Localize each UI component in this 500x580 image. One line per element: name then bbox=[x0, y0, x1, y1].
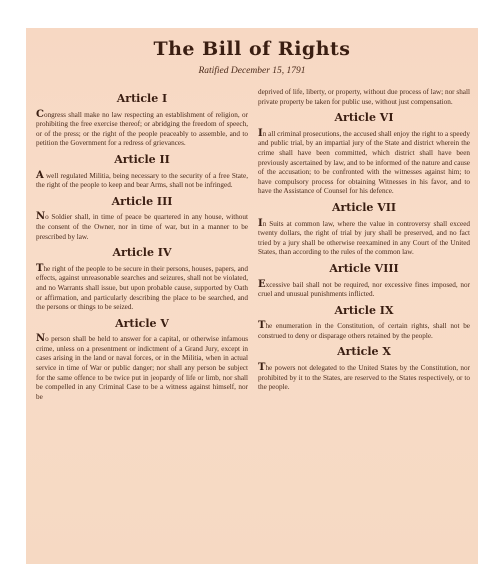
right-column bbox=[258, 88, 470, 399]
article-heading: Article I bbox=[116, 92, 168, 105]
article-heading: Article V bbox=[115, 316, 169, 330]
article-10 bbox=[258, 347, 470, 392]
article-text: A well regulated Militia, being necessary to the security of a free State, the right of the people to keep and bear Arms, shall not be infringed. bbox=[36, 169, 248, 190]
article-8 bbox=[258, 261, 470, 300]
article-1 bbox=[36, 94, 248, 149]
article-text: In all criminal prosecutions, the accused shall enjoy the right to a speedy and public trial, by an impartial jury of the State and district wherein the crime shall have been committed, which district shall have been previously ascertained by law, and to be informed of the nature and cause of the accusation; to be confronted with the witnesses against him; to have compulsory process for obtaining Witnesses in his favor, and to have the Assistance of Counsel for his defence. bbox=[258, 127, 470, 196]
document-page bbox=[26, 28, 478, 564]
article-heading: Article II bbox=[114, 152, 170, 166]
document-subtitle: Ratified December 15, 1791 bbox=[198, 66, 306, 76]
left-column bbox=[36, 88, 248, 408]
article-7 bbox=[258, 200, 470, 258]
article-text: The right of the people to be secure in their persons, houses, papers, and effects, against unreasonable searches and seizures, shall not be violated, and no Warrants shall issue, but upon probable cause, supported by Oath or affirmation, and particularly describing the place to be searched, and the persons or things to be seized. bbox=[36, 262, 248, 312]
article-text: Excessive bail shall not be required, nor excessive fines imposed, nor cruel and unusual punishments inflicted. bbox=[258, 278, 470, 299]
article-heading: Article VIII bbox=[329, 261, 399, 275]
article-heading: Article X bbox=[337, 345, 391, 359]
article-text: In Suits at common law, where the value in controversy shall exceed twenty dollars, the right of trial by jury shall be preserved, and no fact tried by a jury shall be otherwise reexamined in any Court of the United States, than according to the rules of the common law. bbox=[258, 217, 470, 257]
article-heading: Article IX bbox=[334, 303, 394, 317]
article-heading: Article IV bbox=[112, 246, 172, 260]
article-text: No Soldier shall, in time of peace be quartered in any house, without the consent of the Owner, nor in time of war, but in a manner to be prescribed by law. bbox=[36, 211, 248, 241]
article-3 bbox=[36, 194, 248, 242]
article-heading: Article III bbox=[111, 194, 173, 208]
article-5-continuation: deprived of life, liberty, or property, without due process of law; nor shall private property be taken for public use, without just compensation. bbox=[258, 88, 470, 106]
article-heading: Article VII bbox=[331, 200, 397, 214]
article-heading: Article VI bbox=[334, 111, 394, 125]
article-text: The enumeration in the Constitution, of certain rights, shall not be construed to deny or disparage others retained by the people. bbox=[258, 320, 470, 340]
article-4 bbox=[36, 248, 248, 313]
article-6 bbox=[258, 113, 470, 197]
article-text: The powers not delegated to the United States by the Constitution, nor prohibited by it to the States, are reserved to the States respectively, or to the people. bbox=[258, 362, 470, 392]
article-text: Congress shall make no law respecting an establishment of religion, or prohibiting the free exercise thereof; or abridging the freedom of speech, or of the press; or the right of the people peaceably to assemble, and to petition the Government for a redress of grievances. bbox=[36, 108, 248, 148]
document-title: The Bill of Rights bbox=[153, 38, 351, 60]
article-text: No person shall be held to answer for a capital, or otherwise infamous crime, unless on a presentment or indictment of a Grand Jury, except in cases arising in the land or naval forces, or in the Militia, when in actual service in time of War or public danger; nor shall any person be subject for the same offence to be twice put in jeopardy of life or limb, nor shall be compelled in any Criminal Case to be a witness against himself, nor be bbox=[36, 333, 248, 401]
article-5 bbox=[36, 316, 248, 403]
article-2 bbox=[36, 152, 248, 191]
article-9 bbox=[258, 303, 470, 342]
